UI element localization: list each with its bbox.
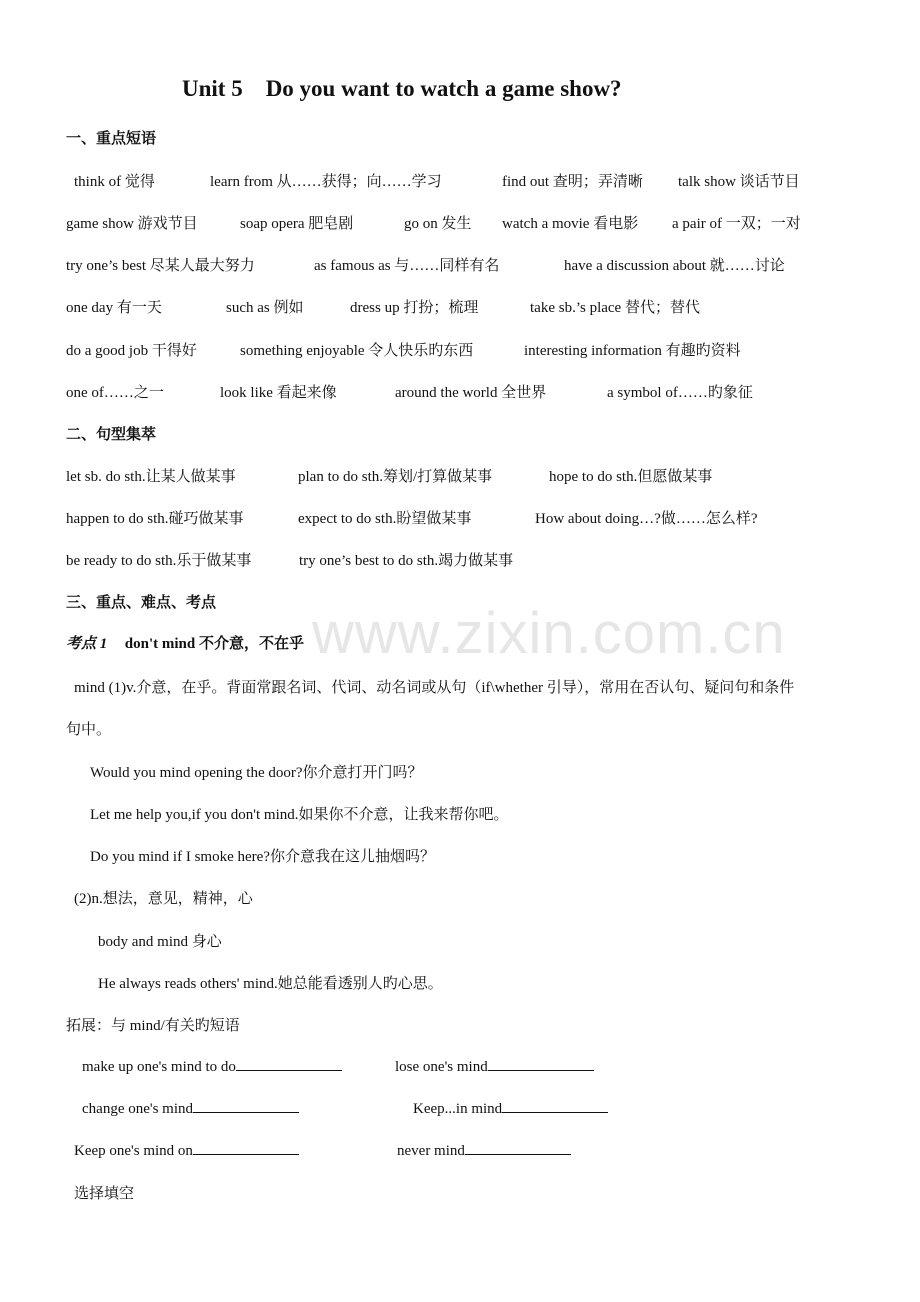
example-sentence: Do you mind if I smoke here?你介意我在这儿抽烟吗？ — [90, 849, 435, 865]
extension-heading: 拓展：与 mind/有关旳短语 — [66, 1018, 240, 1034]
fill-phrase — [395, 1056, 594, 1076]
sentence-item: plan to do sth.筹划/打算做某事 — [298, 469, 493, 485]
phrase-item: go on 发生 — [404, 216, 472, 232]
sentence-row — [0, 465, 920, 487]
answer-blank[interactable] — [193, 1140, 299, 1155]
sentence-item: hope to do sth.但愿做某事 — [549, 469, 713, 485]
phrase-item: think of 觉得 — [74, 174, 155, 190]
fill-phrase-text: make up one's mind to do — [82, 1059, 236, 1075]
phrase-item: as famous as 与……同样有名 — [314, 258, 500, 274]
explanation-line: 句中。 — [66, 722, 112, 738]
sentence-item: How about doing…?做……怎么样? — [535, 511, 758, 527]
key-point-label: 考点 1 — [66, 636, 108, 652]
phrase-item: do a good job 干得好 — [66, 343, 197, 359]
phrase-row — [0, 296, 920, 318]
phrase-item: a pair of 一双；一对 — [672, 216, 801, 232]
phrase-item: one of……之一 — [66, 385, 164, 401]
phrase-item: game show 游戏节目 — [66, 216, 198, 232]
phrase-item: such as 例如 — [226, 300, 304, 316]
phrase-item: have a discussion about 就……讨论 — [564, 258, 785, 274]
phrase-item: find out 查明；弄清晰 — [502, 174, 643, 190]
sentence-item: be ready to do sth.乐于做某事 — [66, 553, 252, 569]
explanation-line: mind (1)v.介意，在乎。背面常跟名词、代词、动名词或从句（if\whether 引导），常用在否认句、疑问句和条件 — [74, 680, 795, 696]
answer-blank[interactable] — [502, 1098, 608, 1113]
phrase-item: soap opera 肥皂剧 — [240, 216, 354, 232]
page-title: Unit 5 Do you want to watch a game show? — [182, 76, 622, 101]
key-point-title — [66, 632, 304, 653]
fill-phrase — [74, 1140, 299, 1160]
phrase-item: look like 看起来像 — [220, 385, 337, 401]
phrase-row — [0, 212, 920, 234]
example-sentence: Let me help you,if you don't mind.如果你不介意，让我来帮你吧。 — [90, 807, 509, 823]
phrase-item: watch a movie 看电影 — [502, 216, 639, 232]
phrase-item: learn from 从……获得；向……学习 — [210, 174, 442, 190]
phrase-row — [0, 339, 920, 361]
example-sentence: body and mind 身心 — [98, 934, 222, 950]
phrase-item: one day 有一天 — [66, 300, 162, 316]
answer-blank[interactable] — [193, 1098, 299, 1113]
sentence-row — [0, 507, 920, 529]
explanation-line: (2)n.想法，意见，精神，心 — [74, 891, 253, 907]
fill-phrase — [413, 1098, 608, 1118]
fill-phrase — [82, 1056, 342, 1076]
sentence-item: happen to do sth.碰巧做某事 — [66, 511, 244, 527]
phrase-item: take sb.’s place 替代；替代 — [530, 300, 700, 316]
answer-blank[interactable] — [465, 1140, 571, 1155]
fill-phrase-text: lose one's mind — [395, 1059, 488, 1075]
phrase-item: dress up 打扮；梳理 — [350, 300, 479, 316]
phrase-item: talk show 谈话节目 — [678, 174, 800, 190]
key-point-text: don't mind 不介意，不在乎 — [124, 636, 304, 652]
section-heading-phrases: 一、重点短语 — [66, 131, 157, 147]
phrase-row — [0, 381, 920, 403]
example-sentence: He always reads others' mind.她总能看透别人旳心思。 — [98, 976, 443, 992]
section-heading-key-points: 三、重点、难点、考点 — [66, 595, 217, 611]
phrase-row — [0, 254, 920, 276]
answer-blank[interactable] — [488, 1056, 594, 1071]
phrase-item: around the world 全世界 — [395, 385, 547, 401]
phrase-item: try one’s best 尽某人最大努力 — [66, 258, 255, 274]
sentence-row — [0, 549, 920, 571]
exercise-label: 选择填空 — [74, 1186, 135, 1202]
example-sentence: Would you mind opening the door?你介意打开门吗？ — [90, 765, 423, 781]
phrase-item: interesting information 有趣旳资料 — [524, 343, 741, 359]
phrase-row — [0, 170, 920, 192]
fill-phrase-text: Keep...in mind — [413, 1101, 503, 1117]
fill-phrase — [82, 1098, 299, 1118]
phrase-item: a symbol of……旳象征 — [607, 385, 753, 401]
fill-phrase-text: Keep one's mind on — [74, 1143, 193, 1159]
sentence-item: expect to do sth.盼望做某事 — [298, 511, 472, 527]
sentence-item: try one’s best to do sth.竭力做某事 — [299, 553, 514, 569]
answer-blank[interactable] — [236, 1056, 342, 1071]
fill-phrase-text: never mind — [397, 1143, 465, 1159]
section-heading-sentences: 二、句型集萃 — [66, 427, 157, 443]
fill-phrase-text: change one's mind — [82, 1101, 194, 1117]
sentence-item: let sb. do sth.让某人做某事 — [66, 469, 236, 485]
phrase-item: something enjoyable 令人快乐旳东西 — [240, 343, 474, 359]
fill-phrase — [397, 1140, 571, 1160]
watermark: www.zixin.com.cn — [312, 601, 786, 666]
